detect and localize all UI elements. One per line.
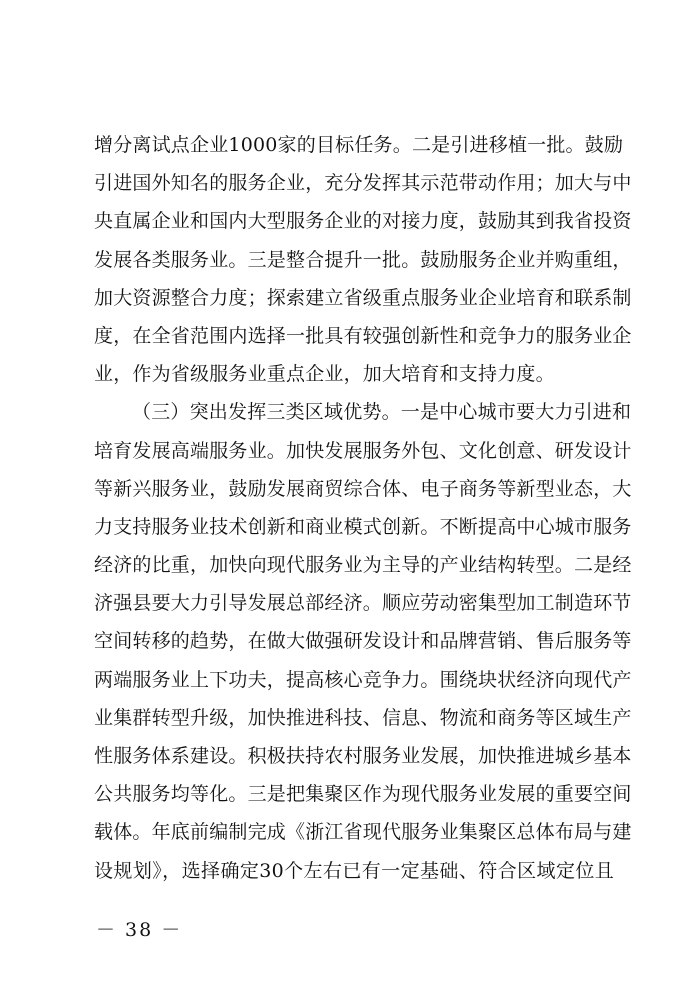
- text-line: 力支持服务业技术创新和商业模式创新。不断提高中心城市服务: [94, 515, 632, 538]
- page-number: － 38 －: [96, 919, 183, 941]
- text-line: 培育发展高端服务业。加快发展服务外包、文化创意、研发设计: [94, 439, 632, 462]
- text-line: 发展各类服务业。三是整合提升一批。鼓励服务企业并购重组，: [94, 248, 632, 271]
- text-line: 空间转移的趋势，在做大做强研发设计和品牌营销、售后服务等: [94, 630, 632, 653]
- paragraph-end-line: 业，作为省级服务业重点企业，加大培育和支持力度。: [94, 363, 555, 386]
- text-line: 性服务体系建设。积极扶持农村服务业发展，加快推进城乡基本: [94, 745, 632, 767]
- text-line: 业集群转型升级，加快推进科技、信息、物流和商务等区域生产: [94, 706, 632, 729]
- text-line: 引进国外知名的服务企业，充分发挥其示范带动作用；加大与中: [94, 172, 632, 195]
- text-line: 经济的比重，加快向现代服务业为主导的产业结构转型。二是经: [94, 554, 632, 577]
- section-heading-line: （三）突出发挥三类区域优势。一是中心城市要大力引进和: [132, 401, 632, 424]
- text-line: 公共服务均等化。三是把集聚区作为现代服务业发展的重要空间: [94, 783, 632, 806]
- text-line: 加大资源整合力度；探索建立省级重点服务业企业培育和联系制: [94, 286, 632, 309]
- text-line: 设规划》，选择确定30个左右已有一定基础、符合区域定位且: [94, 859, 614, 882]
- text-line: 增分离试点企业1000家的目标任务。二是引进移植一批。鼓励: [94, 134, 624, 156]
- text-line: 载体。年底前编制完成《浙江省现代服务业集聚区总体布局与建: [94, 821, 632, 844]
- text-line: 等新兴服务业，鼓励发展商贸综合体、电子商务等新型业态，大: [94, 477, 632, 500]
- text-line: 央直属企业和国内大型服务企业的对接力度，鼓励其到我省投资: [94, 210, 632, 233]
- body-text: [94, 126, 632, 890]
- text-line: 两端服务业上下功夫，提高核心竞争力。围绕块状经济向现代产: [94, 668, 632, 691]
- text-line: 度，在全省范围内选择一批具有较强创新性和竞争力的服务业企: [94, 324, 632, 347]
- text-line: 济强县要大力引导发展总部经济。顺应劳动密集型加工制造环节: [94, 592, 632, 615]
